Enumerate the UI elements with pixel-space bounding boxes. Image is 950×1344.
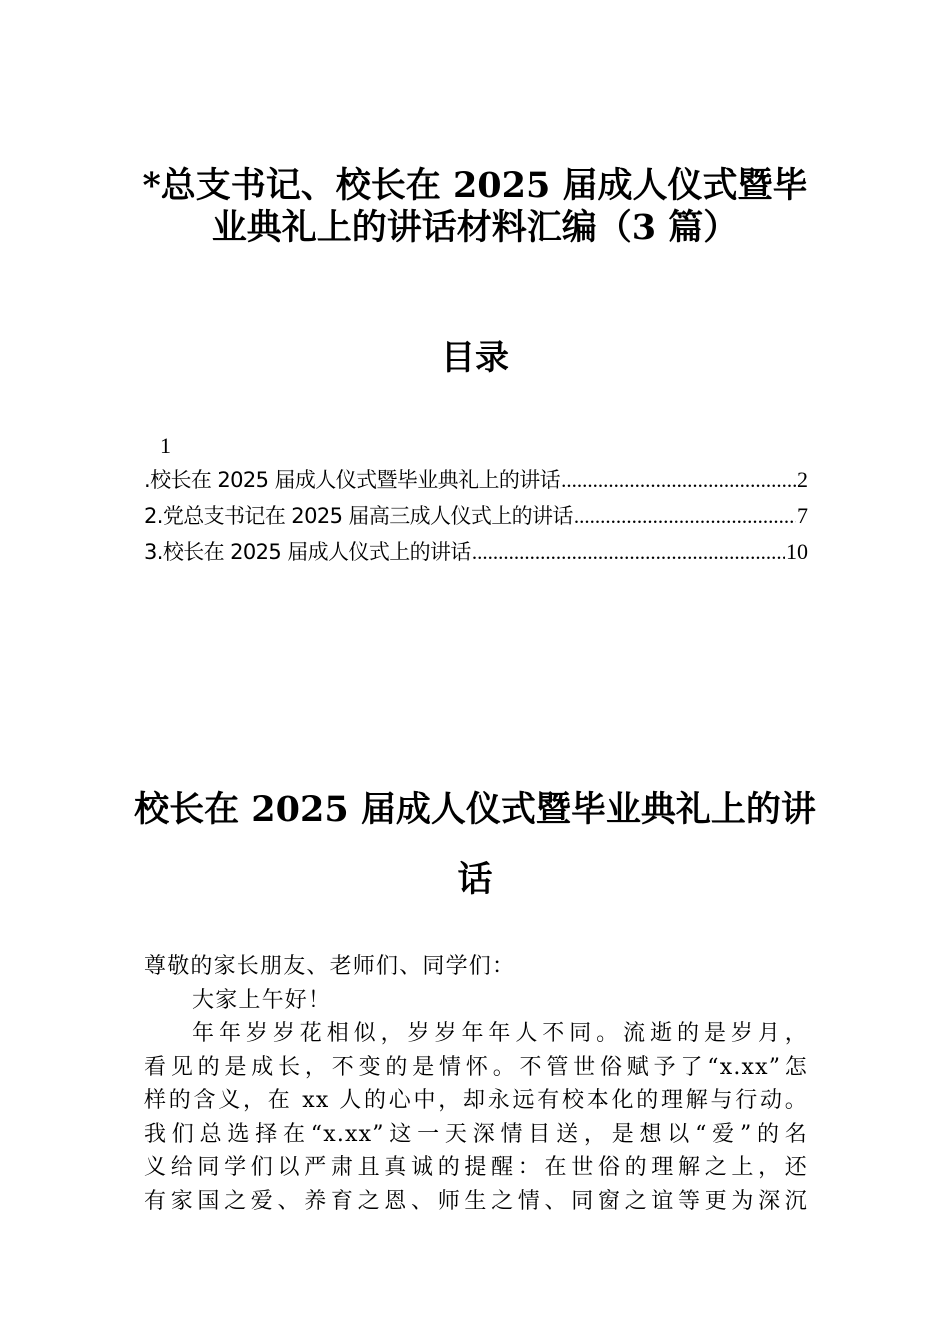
section-title-line-2: 话: [457, 859, 493, 900]
toc-page-number: 10: [786, 539, 808, 564]
speech-body: [144, 950, 808, 1218]
toc-entry-3[interactable]: [144, 534, 808, 570]
paragraph-line: 样的含义，在 xx 人的心中，却永远有校本化的理解与行动。: [144, 1088, 808, 1113]
paragraph-line: 义给同学们以严肃且真诚的提醒：在世俗的理解之上，还: [144, 1155, 808, 1180]
toc-entry-text: 3.校长在 2025 届成人仪式上的讲话: [144, 540, 471, 564]
paragraph-line: 我们总选择在“x.xx”这一天深情目送，是想以“爱”的名: [144, 1121, 808, 1147]
toc-page-number: 7: [797, 503, 808, 528]
toc-dot-leader: [561, 462, 796, 498]
toc-heading: 目录: [441, 338, 509, 378]
paragraph-line: 看见的是成长，不变的是情怀。不管世俗赋予了“x.xx”怎: [144, 1054, 808, 1080]
toc-dot-leader: [574, 498, 796, 534]
toc-entry-number: 1: [160, 433, 171, 458]
toc-dot-leader: [472, 534, 785, 570]
document-title-line-2: 业典礼上的讲话材料汇编（3 篇）: [211, 207, 739, 248]
document-title-line-1: *总支书记、校长在 2025 届成人仪式暨毕: [142, 165, 808, 206]
paragraph-line: 年年岁岁花相似，岁岁年年人不同。流逝的是岁月，: [192, 1021, 808, 1046]
salutation: 尊敬的家长朋友、老师们、同学们：: [144, 954, 516, 979]
toc-entry-1[interactable]: [144, 462, 808, 498]
paragraph-line: 有家国之爱、养育之恩、师生之情、同窗之谊等更为深沉: [144, 1188, 808, 1214]
toc-entry-text: 2.党总支书记在 2025 届高三成人仪式上的讲话: [144, 504, 573, 528]
section-title-line-1: 校长在 2025 届成人仪式暨毕业典礼上的讲: [134, 789, 816, 830]
toc-entry-text: .校长在 2025 届成人仪式暨毕业典礼上的讲话: [144, 468, 561, 492]
toc-entry-2[interactable]: [144, 498, 808, 534]
table-of-contents: [144, 430, 808, 570]
toc-page-number: 2: [797, 467, 808, 492]
greeting: 大家上午好！: [192, 987, 332, 1013]
